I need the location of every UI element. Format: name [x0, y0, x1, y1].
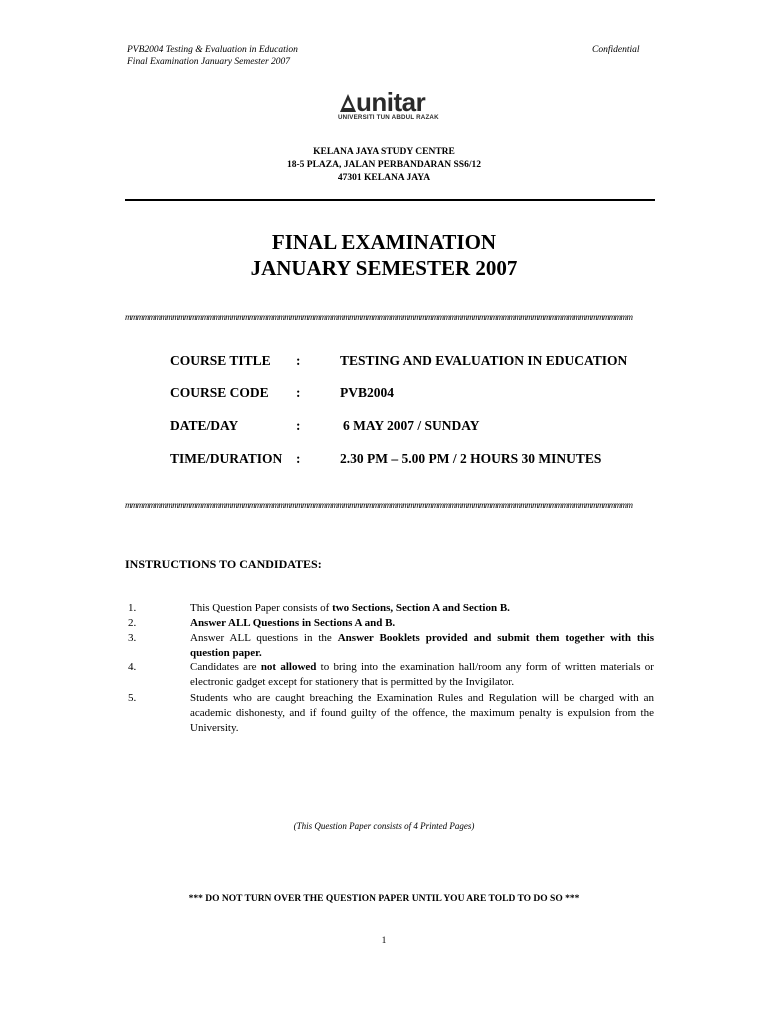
info-row-date	[0, 418, 768, 434]
instruction-text	[190, 616, 654, 631]
warning-notice: *** DO NOT TURN OVER THE QUESTION PAPER UNTIL YOU ARE TOLD TO DO SO ***	[188, 894, 580, 904]
instruction-item-1	[0, 601, 768, 616]
divider-rule	[125, 199, 655, 201]
info-label: COURSE TITLE	[170, 353, 271, 368]
header-exam: Final Examination January Semester 2007	[127, 57, 291, 67]
info-label: COURSE CODE	[170, 385, 269, 400]
info-value: 2.30 PM – 5.00 PM / 2 HOURS 30 MINUTES	[340, 451, 602, 466]
info-value: 6 MAY 2007 / SUNDAY	[343, 418, 480, 433]
address-line-1: KELANA JAYA STUDY CENTRE	[313, 147, 455, 157]
info-label: TIME/DURATION	[170, 451, 283, 466]
instruction-text	[190, 601, 654, 616]
university-logo	[338, 87, 446, 124]
logo-subtitle: UNIVERSITI TUN ABDUL RAZAK	[338, 114, 439, 121]
page-number: 1	[381, 936, 387, 946]
title-line-2: JANUARY SEMESTER 2007	[250, 256, 518, 280]
wave-divider-bottom: mmmmmmmmmmmmmmmmmmmmmmmmmmmmmmmmmmmmmmmmmmmmmmmmmmmmmmmmmmmmmmmmmmmmmmmmmmmmmmmmmmmmmm	[125, 500, 633, 510]
info-row-time	[0, 451, 768, 467]
instruction-text-bold: not allowed	[260, 661, 317, 673]
instruction-text-plain: to bring into the examination hall/room any form of written materials or electronic gadget except for stationery that is permitted by the Invigilator.	[190, 661, 654, 688]
address-line-3: 47301 KELANA JAYA	[337, 173, 431, 183]
wave-divider-top: mmmmmmmmmmmmmmmmmmmmmmmmmmmmmmmmmmmmmmmmmmmmmmmmmmmmmmmmmmmmmmmmmmmmmmmmmmmmmmmmmmmmmm	[125, 312, 633, 322]
instruction-text-plain: Candidates are	[190, 661, 261, 673]
instruction-text-plain: Answer ALL questions in the	[190, 632, 338, 644]
address-block	[0, 146, 768, 185]
logo-emblem-icon	[338, 92, 358, 114]
instructions-heading: INSTRUCTIONS TO CANDIDATES:	[125, 557, 322, 571]
instruction-text-plain: This Question Paper consists of	[190, 602, 333, 614]
info-value: TESTING AND EVALUATION IN EDUCATION	[340, 353, 628, 368]
header-confidential: Confidential	[592, 45, 640, 55]
instruction-text-bold: two Sections, Section A and Section B.	[332, 602, 510, 614]
instruction-text: Students who are caught breaching the Examination Rules and Regulation will be charged with an academic dishonesty, and if found guilty of the offence, the maximum penalty is expulsion from the University.	[190, 692, 654, 734]
info-colon: :	[296, 418, 301, 433]
address-line-2: 18-5 PLAZA, JALAN PERBANDARAN SS6/12	[287, 160, 481, 170]
instruction-item-4	[0, 660, 768, 690]
instruction-text	[190, 631, 654, 661]
instruction-number: 3.	[128, 632, 137, 644]
info-colon: :	[296, 353, 301, 368]
instruction-text	[190, 660, 654, 690]
info-colon: :	[296, 451, 301, 466]
info-colon: :	[296, 385, 301, 400]
instruction-text-bold: Answer ALL Questions in Sections A and B.	[190, 617, 396, 629]
info-row-course-title	[0, 353, 768, 369]
running-header	[127, 44, 298, 68]
exam-title	[0, 229, 768, 281]
instruction-number: 1.	[128, 602, 137, 614]
instruction-item-5	[0, 691, 768, 736]
instruction-number: 4.	[128, 661, 137, 673]
info-label: DATE/DAY	[170, 418, 239, 433]
page-count-note: (This Question Paper consists of 4 Printed Pages)	[293, 821, 475, 831]
instruction-number: 2.	[128, 617, 137, 629]
instruction-number: 5.	[128, 692, 137, 704]
info-row-course-code	[0, 385, 768, 401]
instruction-item-3	[0, 631, 768, 661]
title-line-1: FINAL EXAMINATION	[271, 230, 497, 254]
info-value: PVB2004	[340, 385, 394, 400]
instruction-text-bold: Answer Booklets provided and submit them together with this question paper.	[190, 632, 654, 659]
header-course: PVB2004 Testing & Evaluation in Education	[127, 45, 298, 55]
instruction-item-2	[0, 616, 768, 631]
logo-wordmark: unitar	[356, 87, 426, 117]
